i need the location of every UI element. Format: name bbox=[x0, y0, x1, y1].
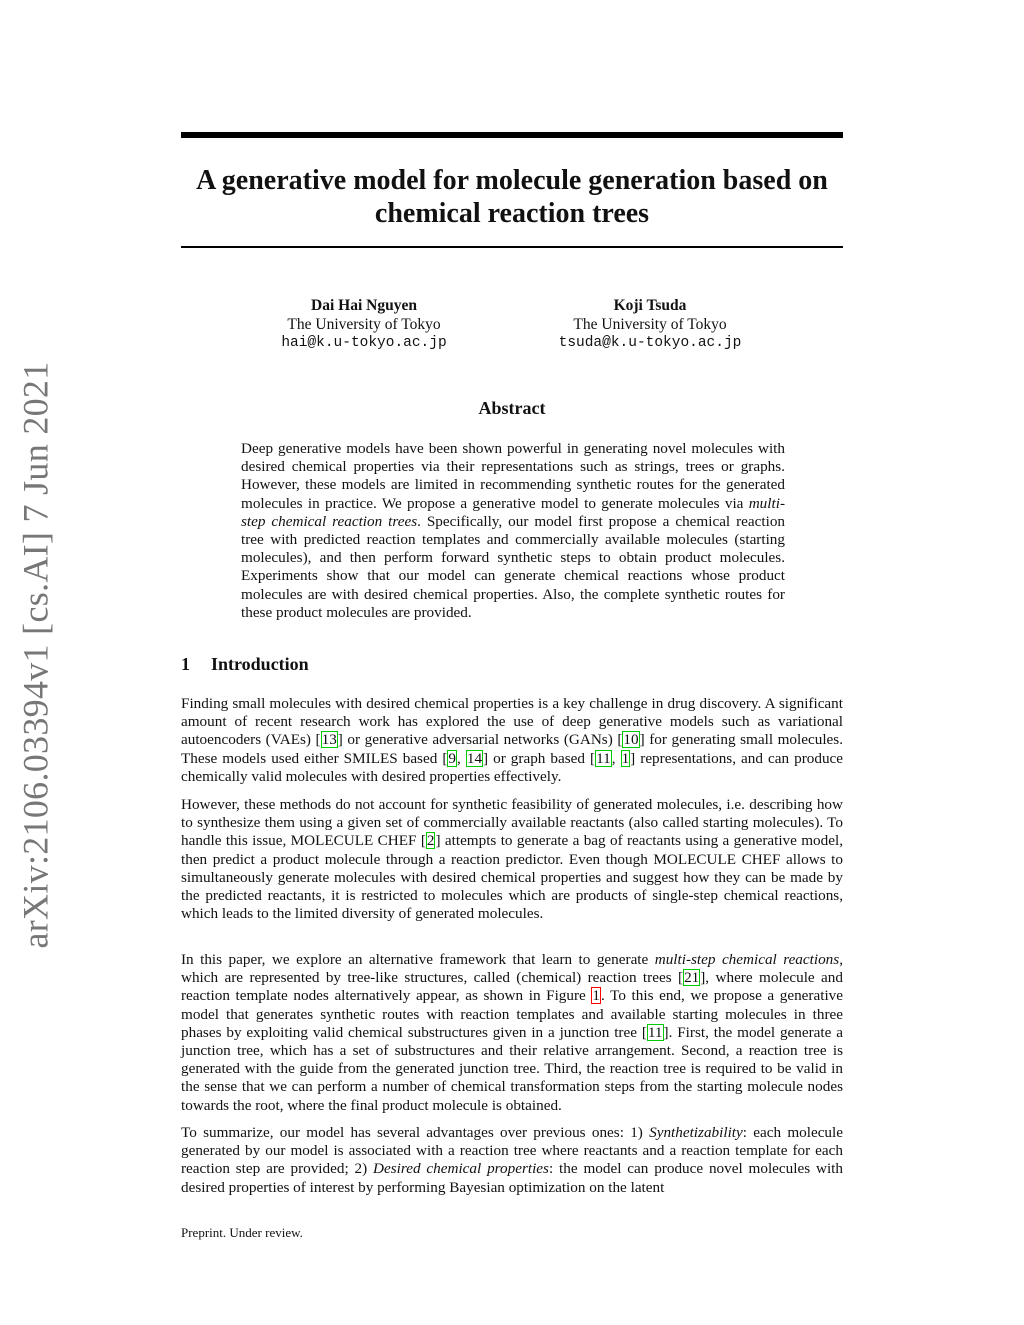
paragraph-text: However, these methods do not account for synthetic feasibility of generated molecules, i.e. describing how to synthesize them using a given set of commercially available reactants (also called starting molecules). To handle this issue, MOLECULE CHEF [ bbox=[181, 796, 843, 850]
intro-paragraph-2 bbox=[181, 796, 843, 923]
author-email[interactable]: tsuda@k.u-tokyo.ac.jp bbox=[558, 335, 742, 351]
title-bottom-rule bbox=[181, 246, 843, 248]
citation-link[interactable]: 11 bbox=[647, 1023, 663, 1041]
section-number: 1 bbox=[181, 654, 190, 674]
paragraph-text: ] or generative adversarial networks (GANs) [ bbox=[337, 731, 623, 749]
paragraph-text: ] for generating small molecules. These models used either SMILES based [ bbox=[181, 731, 843, 767]
paragraph-text: ] representations, and can produce chemically valid molecules with desired properties effectively. bbox=[181, 749, 844, 785]
author-affiliation: The University of Tokyo bbox=[287, 316, 441, 333]
citation-link[interactable]: 10 bbox=[623, 731, 639, 749]
citation-link[interactable]: 1 bbox=[621, 749, 630, 767]
citation-link[interactable]: 13 bbox=[321, 731, 337, 749]
section-title: Introduction bbox=[211, 654, 309, 674]
paragraph-emphasis: multi-step chemical reactions bbox=[654, 951, 840, 968]
citation-link[interactable]: 14 bbox=[466, 749, 483, 767]
paragraph-text: ] or graph based [ bbox=[483, 749, 596, 767]
citation-link[interactable]: 9 bbox=[448, 749, 456, 767]
title-top-rule bbox=[181, 132, 843, 138]
citation-link[interactable]: 2 bbox=[426, 832, 435, 850]
paragraph-text: ] attempts to generate a bag of reactants using a generative model, then predict a product molecule through a reaction predictor. Even though MOLECULE CHEF allows to simultaneously generate molecules with desired chemical properties and suggest how they can be made by the predicted reactants, it is restricted to molecules which are products of single-step chemical reactions, which leads to the limited diversity of generated molecules. bbox=[181, 832, 843, 923]
paragraph-text: To summarize, our model has several advantages over previous ones: 1) bbox=[181, 1124, 650, 1141]
intro-paragraph-4 bbox=[181, 1124, 843, 1197]
paragraph-text: : the model can produce novel molecules with desired properties of interest by performing Bayesian optimization on the latent bbox=[181, 1160, 843, 1196]
paragraph-text: : each molecule generated by our model is associated with a reaction tree where reactants and a reaction template for each reaction step are provided; 2) bbox=[181, 1124, 843, 1178]
intro-paragraph-1 bbox=[181, 695, 843, 786]
paragraph-emphasis: Desired chemical properties bbox=[373, 1160, 549, 1178]
paragraph-text: , bbox=[611, 749, 621, 767]
abstract-body bbox=[241, 440, 785, 622]
paragraph-text: In this paper, we explore an alternative framework that learn to generate bbox=[181, 951, 655, 968]
paragraph-text: , bbox=[457, 749, 466, 767]
arxiv-side-identifier bbox=[10, 361, 62, 949]
page-footer: Preprint. Under review. bbox=[181, 1225, 303, 1240]
author-name: Koji Tsuda bbox=[613, 297, 687, 314]
paragraph-emphasis: Synthetizability bbox=[649, 1124, 743, 1141]
abstract-emphasis: multi-step chemical reaction trees bbox=[241, 494, 785, 530]
arxiv-id-text: arXiv:2106.03394v1 [cs.AI] 7 Jun 2021 bbox=[16, 361, 56, 949]
section-heading-introduction bbox=[181, 654, 309, 675]
paragraph-text: ], where molecule and reaction template nodes alternatively appear, as shown in Figure bbox=[181, 969, 843, 1005]
paragraph-text: , which are represented by tree-like structures, called (chemical) reaction trees [ bbox=[181, 951, 843, 987]
abstract-heading: Abstract bbox=[478, 398, 546, 418]
author-name: Dai Hai Nguyen bbox=[311, 297, 417, 314]
paragraph-text: . To this end, we propose a generative model that generates synthetic routes with reaction templates and available starting molecules in three phases by exploiting valid chemical substructures given in a junction tree [ bbox=[181, 987, 844, 1041]
paper-title bbox=[181, 164, 843, 230]
author-block-1 bbox=[214, 296, 514, 353]
author-block-2 bbox=[500, 296, 800, 353]
abstract-text: Deep generative models have been shown powerful in generating novel molecules with desired chemical properties via their representations such as strings, trees or graphs. However, these models are limited in recommending synthetic routes for the generated molecules in practice. We propose a generative model to generate molecules via bbox=[241, 440, 785, 512]
paragraph-text: ]. First, the model generate a junction tree, which has a set of substructures and their relative arrangement. Second, a reaction tree is generated with the guide from the generated junction tree. Third, the reaction tree is required to be valid in the sense that we can perform a number of chemical transformation steps from the starting molecule nodes towards the root, where the final product molecule is obtained. bbox=[181, 1023, 843, 1114]
figure-reference-link[interactable]: 1 bbox=[592, 987, 600, 1005]
paragraph-text: Finding small molecules with desired chemical properties is a key challenge in drug discovery. A significant amount of recent research work has explored the use of deep generative models such as variational autoencoders (VAEs) [ bbox=[181, 695, 843, 749]
author-email[interactable]: hai@k.u-tokyo.ac.jp bbox=[281, 335, 447, 351]
intro-paragraph-3 bbox=[181, 951, 843, 1115]
citation-link[interactable]: 21 bbox=[684, 969, 700, 987]
title-line-2: chemical reaction trees bbox=[374, 198, 650, 229]
title-line-1: A generative model for molecule generation based on bbox=[196, 165, 828, 196]
citation-link[interactable]: 11 bbox=[596, 749, 611, 767]
abstract-text: . Specifically, our model first propose a chemical reaction tree with predicted reaction templates and commercially available molecules (starting molecules), and then perform forward synthetic steps to obtain product molecules. Experiments show that our model can generate chemical reactions whose product molecules are with desired chemical properties. Also, the complete synthetic routes for these product molecules are provided. bbox=[241, 512, 786, 621]
author-affiliation: The University of Tokyo bbox=[573, 316, 727, 333]
